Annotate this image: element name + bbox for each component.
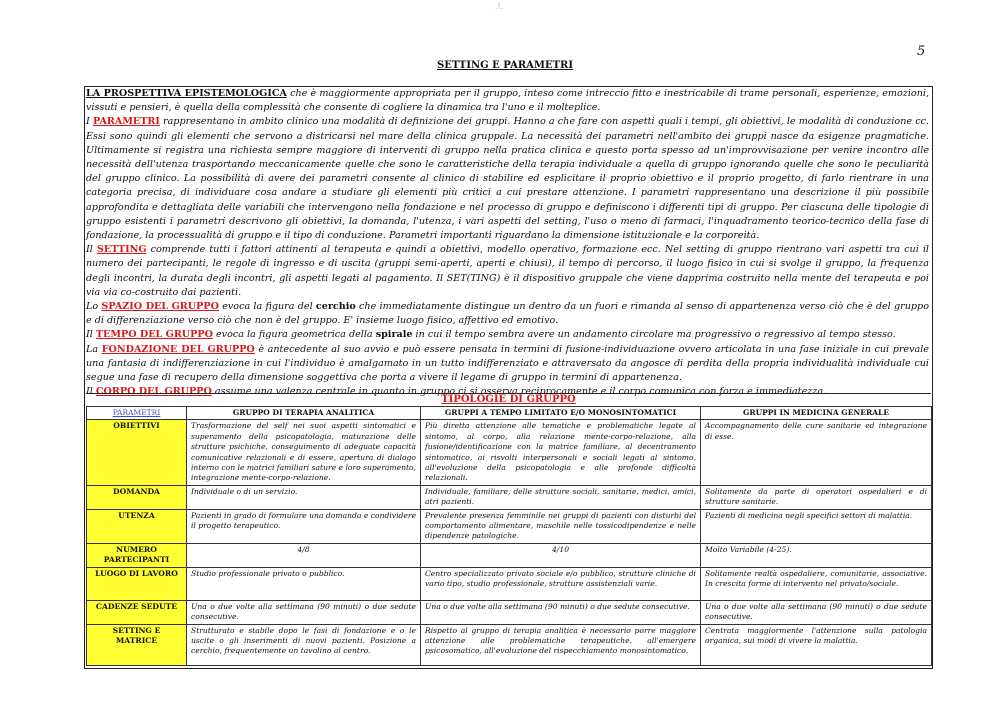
row-label: SETTING E MATRICE — [87, 624, 187, 665]
table-row — [87, 485, 932, 509]
table-cell: Accompagnamento delle cure sanitarie ed integrazione di esse. — [701, 420, 932, 485]
table-cell: Pazienti in grado di formulare una domanda e condividere il progetto terapeutico. — [187, 509, 421, 543]
paragraph-text: è antecedente al suo avvio e può essere pensata in termini di fusione-individuazione ovvero articolata in una fase iniziale in cui prevale una fantasia di indifferenziazione in cui l'individuo è amalgamato in un tutto indifferenziato e attraversato da angosce di perdita della propria individualità individuale cui segue una fase di recupero della dimensione soggettiva che porta a vivere il legame di gruppo in termini di appartenenza. — [86, 343, 929, 384]
row-label: OBIETTIVI — [87, 420, 187, 485]
keyword: TEMPO DEL GRUPPO — [95, 329, 213, 341]
keyword: FONDAZIONE DEL GRUPPO — [101, 343, 255, 355]
table-cell: Una o due volte alla settimana (90 minuti) o due sedute consecutive. — [421, 600, 701, 624]
paragraph-setting — [86, 243, 929, 300]
paragraph-epistemologica — [86, 87, 929, 115]
paragraph-text: rappresentano in ambito clinico una modalità di definizione dei gruppi. Hanno a che fare con aspetti quali i tempi, gli obiettivi, le modalità di conduzione cc. Essi sono quindi gli elementi che servono a districarsi nel mare della clinica gruppale. La necessità dei parametri nell'ambito dei gruppi nasce da esigenze pragmatiche. Ultimamente si registra una richiesta sempre maggiore di interventi di gruppo nella pratica clinica e questo porta spesso ad un'improvvisazione per venire incontro alle necessità dell'utenza trasportando meccanicamente quelle che sono le caratteristiche della terapia individuale a quella di gruppo ignorando quelle che sono le peculiarità del gruppo clinico. La possibilità di avere dei parametri consente al clinico di stabilire ed esplicitare il proprio obiettivo e il proprio progetto, di farlo rientrare in una categoria precisa, di individuare cosa andare a studiare gli elementi più critici a cui prestare attenzione. I parametri rappresentano una descrizione il più possibile approfondita e dettagliata delle variabili che intervengono nella fondazione e nel processo di gruppo e definiscono i differenti tipi di gruppo. Per ciascuna delle tipologie di gruppo esistenti i parametri descrivono gli obiettivi, la domanda, l'utenza, i vari aspetti del setting, l'uso o meno di farmaci, l'inquadramento teorico-tecnico della fase di fondazione, la processualità di gruppo e il tipo di conduzione. Parametri importanti riguardano la dimensione istituzionale e la corporeità. — [86, 116, 929, 242]
table-cell: Rispetto al gruppo di terapia analitica è necessario porre maggiore attenzione alle problematiche terapeutiche, all'emergere psicosomatico, all'evoluzione del rispecchiamento monosintomatico. — [421, 624, 701, 665]
table-header: GRUPPO DI TERAPIA ANALITICA — [187, 407, 421, 420]
table-cell: Individuale o di un servizio. — [187, 485, 421, 509]
table-cell: Pazienti di medicina negli specifici settori di malattia. — [701, 509, 932, 543]
paragraph-fondazione — [86, 343, 929, 386]
paragraph-text: Il — [86, 244, 97, 256]
table-cell: Strutturato e stabile dopo le fasi di fondazione e o le uscite o gli inserimenti di nuovi pazienti. Posizione a cerchio, frequentemente un tavolino al centro. — [187, 624, 421, 665]
table-cell: Trasformazione del self nei suoi aspetti sintomatici e superamento della psicopatologia, maturazione delle strutture psichiche, conseguimento di adeguate capacità comunicative relazionali e di essere, apertura di dialogo interno con le matrici familiari sature e loro superamento, integrazione mente-corpo-relazione. — [187, 420, 421, 485]
table-row — [87, 509, 932, 543]
table-row — [87, 543, 932, 567]
table-cell: Studio professionale privato o pubblico. — [187, 567, 421, 600]
body-text — [86, 87, 929, 399]
keyword: SETTING — [96, 244, 147, 256]
tipologie-table — [86, 406, 932, 666]
table-title: TIPOLOGIE DI GRUPPO — [86, 393, 931, 406]
paragraph-text: assume una valenza centrale in quanto in gruppo ci si osserva reciprocamente e il corpo comunica con forza e immediatezza. — [211, 386, 827, 398]
table-cell: Centro specializzato privato sociale e/o pubblico, strutture cliniche di vario tipo, studio professionale, strutture assistenziali varie. — [421, 567, 701, 600]
bold-word: spirale — [375, 329, 413, 341]
keyword: PARAMETRI — [92, 116, 160, 128]
table-cell: Una o due volte alla settimana (90 minuti) o due sedute consecutive. — [701, 600, 932, 624]
table-row — [87, 420, 932, 485]
table-row — [87, 624, 932, 665]
table-cell: Solitamente da parte di operatori ospedalieri e di strutture sanitarie. — [701, 485, 932, 509]
page-title: SETTING E PARAMETRI — [436, 60, 574, 71]
table-row — [87, 567, 932, 600]
paragraph-text: La — [86, 343, 102, 355]
table-header: GRUPPI A TEMPO LIMITATO E/O MONOSINTOMATICI — [421, 407, 701, 420]
paragraph-text: I — [86, 116, 93, 128]
table-header: GRUPPI IN MEDICINA GENERALE — [701, 407, 932, 420]
table-header-row — [87, 407, 932, 420]
table-cell: Solitamente realtà ospedaliere, comunitarie, associative. In crescita forme di intervento nel privato/sociale. — [701, 567, 932, 600]
paragraph-text: Lo — [86, 301, 102, 313]
table-cell: Individuale, familiare, delle strutture sociali, sanitarie, medici, amici, atri pazienti. — [421, 485, 701, 509]
paragraph-text: evoca la figura del — [218, 301, 316, 313]
row-label: LUOGO DI LAVORO — [87, 567, 187, 600]
paragraph-text: che immediatamente distingue un dentro da un fuori e rimanda al senso di appartenenza verso ciò che è del gruppo e di differenziazione verso ciò che non è del gruppo. E' insieme luogo fisico, affettivo ed emotivo. — [86, 301, 929, 327]
row-label: UTENZA — [87, 509, 187, 543]
table-cell: 4/8 — [187, 543, 421, 567]
keyword: LA PROSPETTIVA EPISTEMOLOGICA — [86, 88, 287, 99]
paragraph-parametri — [86, 115, 929, 243]
paragraph-text: in cui il tempo sembra avere un andamento circolare ma progressivo o regressivo al tempo stesso. — [412, 329, 896, 341]
table-cell: Una o due volte alla settimana (90 minuti) o due sedute consecutive. — [187, 600, 421, 624]
paragraph-text: evoca la figura geometrica della — [212, 329, 376, 341]
table-cell: Prevalente presenza femminile nei gruppi di pazienti con disturbi del comportamento alimentare, maschile nelle tossicodipendenze e nelle dipendenze patologiche. — [421, 509, 701, 543]
paragraph-text: che è maggiormente appropriata per il gruppo, inteso come intreccio fitto e inestricabile di trame personali, esperienze, emozioni, vissuti e pensieri, è quella della complessità che consente di cogliere la dinamica tra l'uno e il molteplice. — [86, 88, 929, 114]
table-row — [87, 600, 932, 624]
header-mark: _|_ — [495, 2, 504, 9]
paragraph-spazio — [86, 300, 929, 328]
table-cell: 4/10 — [421, 543, 701, 567]
page-number: 5 — [917, 44, 926, 59]
paragraph-text: Il — [86, 329, 96, 341]
table-cell: Molto Variabile (4-25). — [701, 543, 932, 567]
keyword: SPAZIO DEL GRUPPO — [101, 301, 219, 313]
bold-word: cerchio — [315, 301, 356, 313]
row-label: NUMERO PARTECIPANTI — [87, 543, 187, 567]
paragraph-tempo — [86, 328, 929, 342]
table-cell: Più diretta attenzione alle tematiche e problematiche legate al sintomo, al corpo, alla relazione mente-corpo-relazione, alla fusione/identificazione con la matrice familiare, al decentramento sintomatico, ai risvolti interpersonali e sociali legati al sintomo, all'evoluzione della psicopatologia e alle profonde difficoltà relazionali. — [421, 420, 701, 485]
paragraph-text: comprende tutti i fattori attinenti al terapeuta e quindi a obiettivi, modello operativo, formazione ecc. Nel setting di gruppo rientrano vari aspetti tra cui il numero dei partecipanti, le regole di ingresso e di uscita (gruppi semi-aperti, aperti e chiusi), il tempo di percorso, il luogo fisico in cui si svolge il gruppo, la frequenza degli incontri, la durata degli incontri, gli aspetti legati al pagamento. Il SET(TING) è il dispositivo gruppale che viene dapprima costruito nella mente del terapeuta e poi via via co-costruito dai pazienti. — [86, 244, 929, 298]
table-header: PARAMETRI — [87, 407, 187, 420]
keyword: CORPO DEL GRUPPO — [95, 386, 212, 398]
row-label: CADENZE SEDUTE — [87, 600, 187, 624]
table-cell: Centrata maggiormente l'attenzione sulla patologia organica, sui modi di vivere la malattia. — [701, 624, 932, 665]
row-label: DOMANDA — [87, 485, 187, 509]
paragraph-text: Il — [86, 386, 96, 398]
